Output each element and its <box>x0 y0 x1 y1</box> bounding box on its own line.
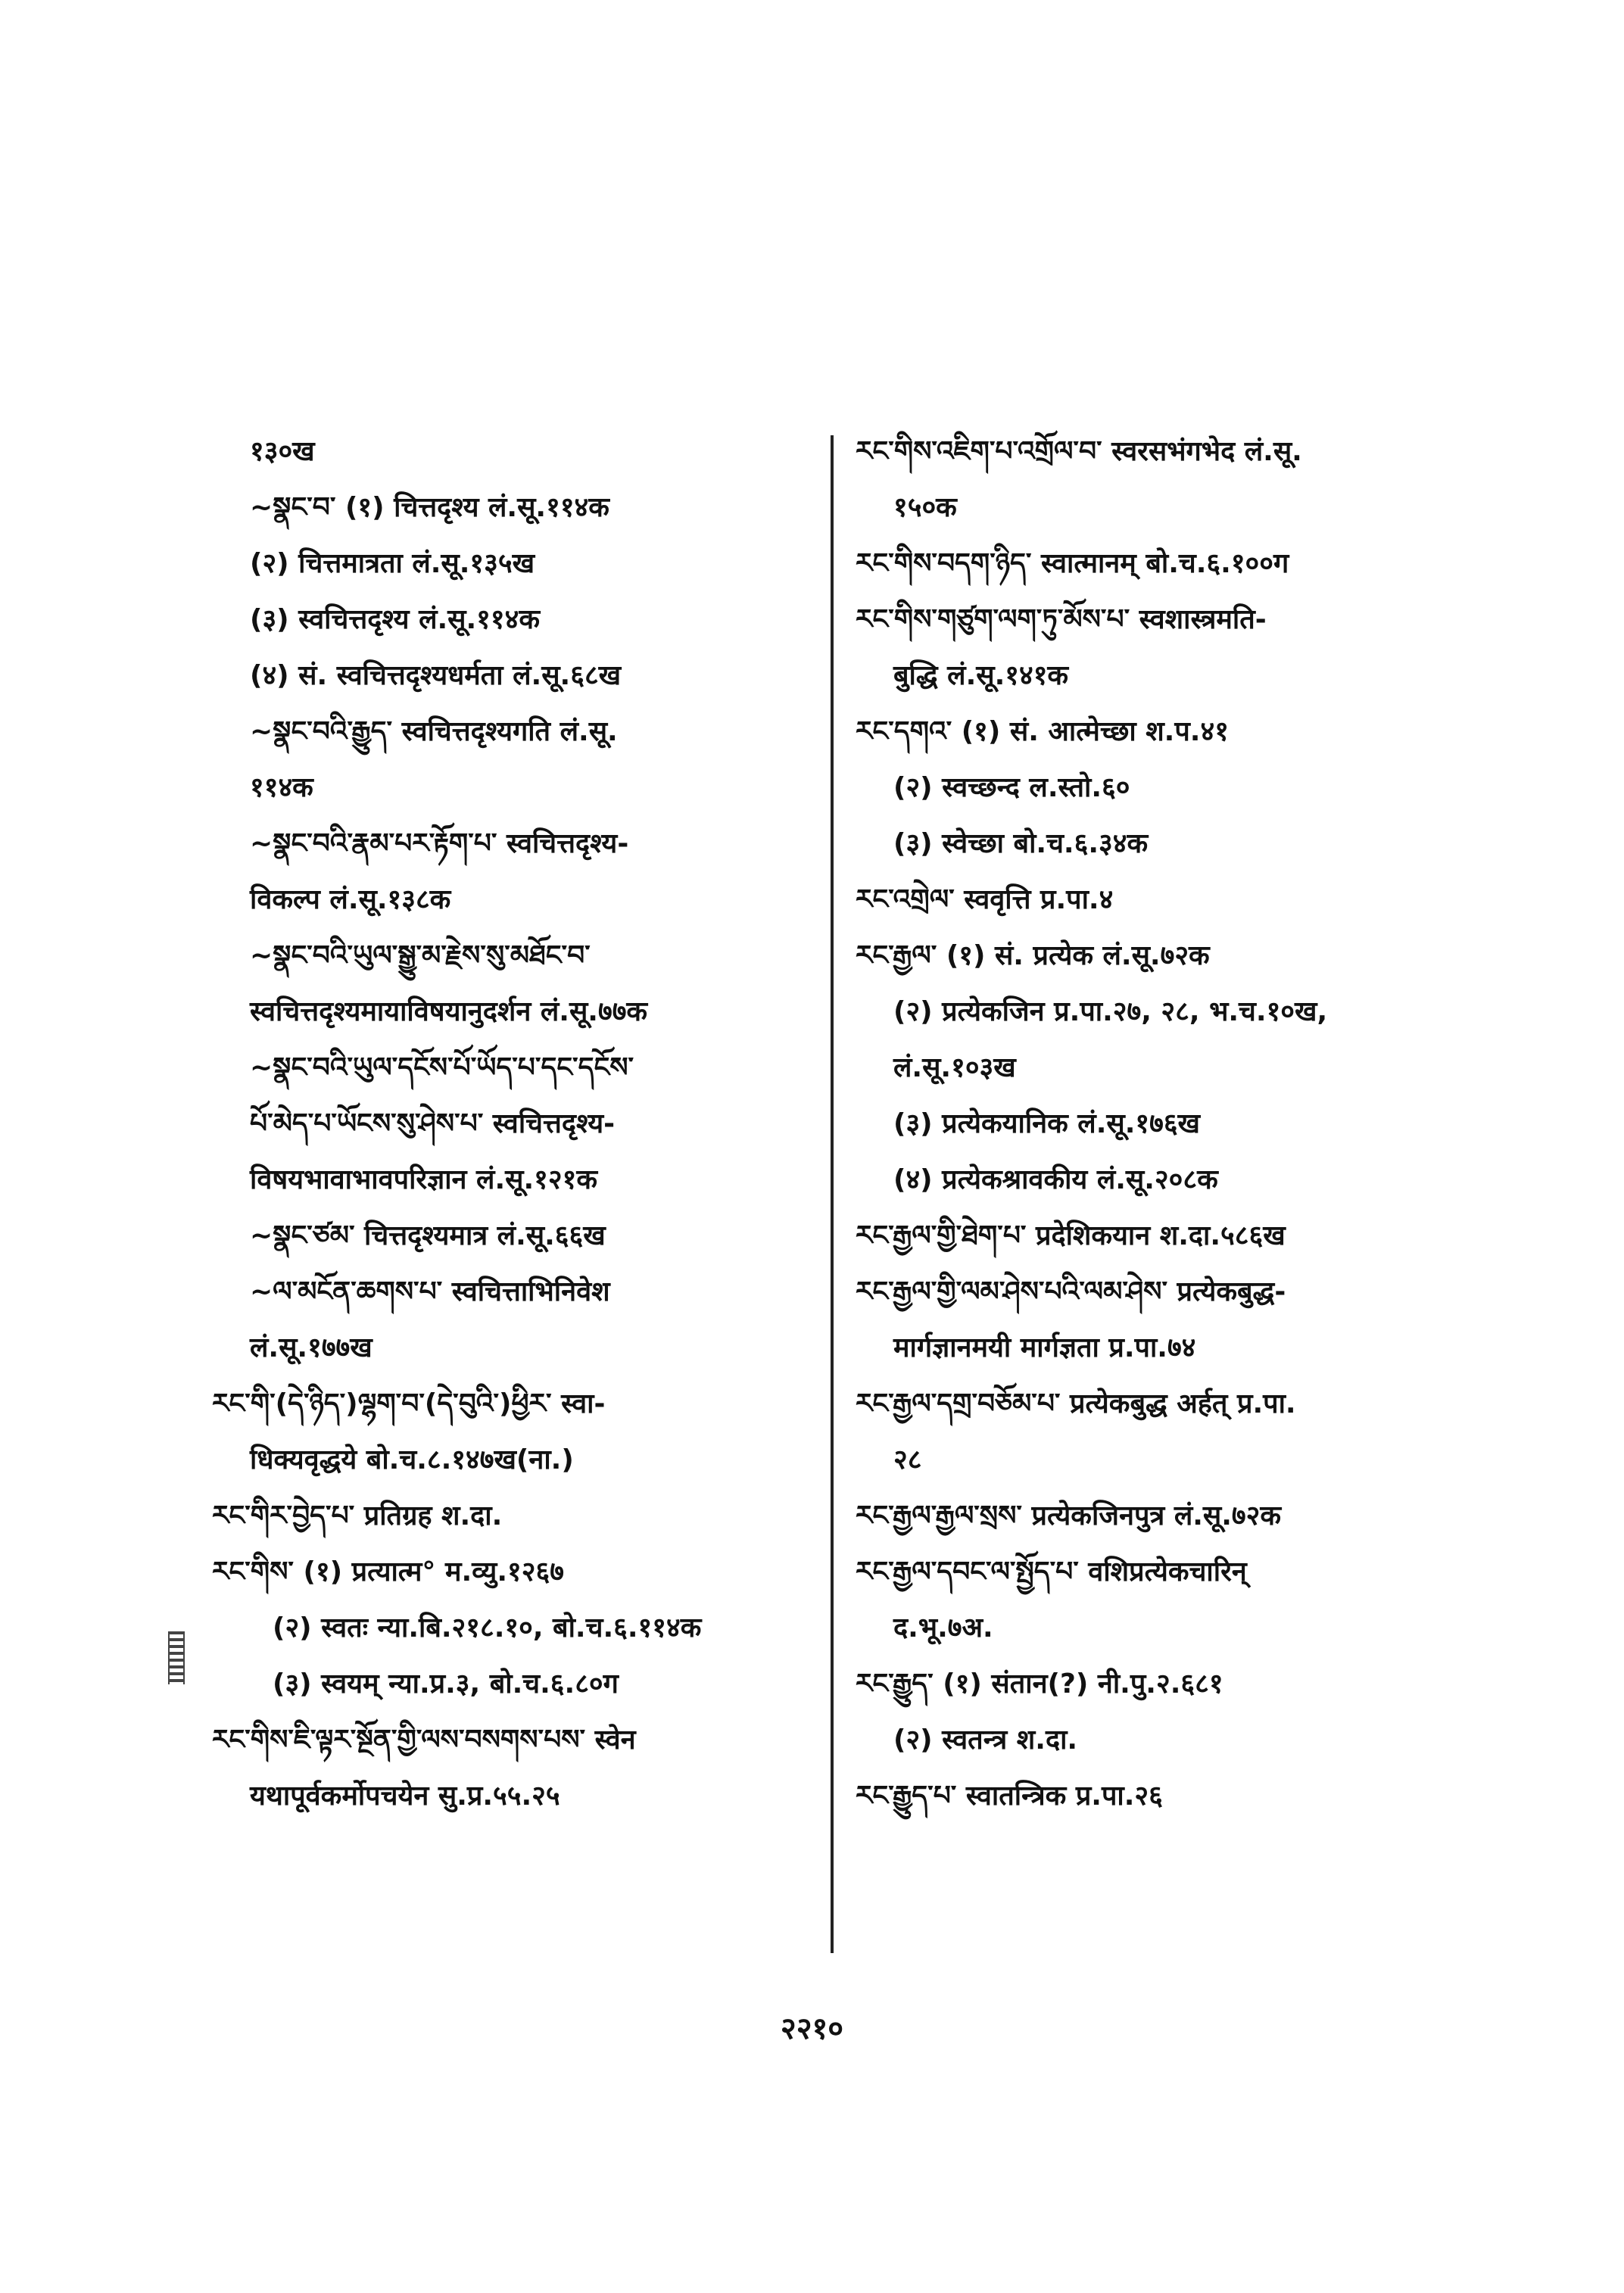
dictionary-line: རང་གིས་ཇི་ལྟར་སྔོན་གྱི་ལས་བསགས་པས་ स्वेन <box>212 1724 636 1756</box>
dictionary-line: རང་རྒྱལ་དབང་ལ་སྤྱོད་པ་ वशिप्रत्येकचारिन् <box>856 1556 1247 1587</box>
dictionary-line: རང་གིས་འཇིག་པ་འགྲོལ་བ་ स्वरसभंगभेद लं.सू. <box>856 436 1302 467</box>
dictionary-line: विकल्प लं.सू.१३८क <box>250 884 451 915</box>
dictionary-line: धिक्यवृद्धये बो.च.८.१४७ख(ना.) <box>250 1444 574 1475</box>
dictionary-line: (२) चित्तमात्रता लं.सू.१३५ख <box>250 548 535 579</box>
dictionary-line: པོ་མེད་པ་ཡོངས་སུ་ཤེས་པ་ स्वचित्तदृश्य- <box>250 1108 616 1139</box>
dictionary-line: ~སྣང་བའི་ཡུལ་དངོས་པོ་ཡོད་པ་དང་དངོས་ <box>250 1052 634 1083</box>
dictionary-line: (२) स्वच्छन्द ल.स्तो.६० <box>893 772 1130 803</box>
page-number: २२१० <box>780 2011 844 2046</box>
dictionary-line: (२) स्वतन्त्र श.दा. <box>893 1724 1078 1756</box>
dictionary-line: ~སྣང་བའི་རྒྱུད་ स्वचित्तदृश्यगति लं.सू. <box>250 716 618 747</box>
dictionary-line: विषयभावाभावपरिज्ञान लं.सू.१२१क <box>250 1164 597 1195</box>
dictionary-line: (३) स्वचित्तदृश्य लं.सू.११४क <box>250 604 540 635</box>
dictionary-line: द.भू.७अ. <box>893 1612 993 1643</box>
dictionary-line: རང་གིས་བདག་ཉིད་ स्वात्मानम् बो.च.६.१००ग <box>856 548 1289 579</box>
dictionary-line: ~སྣང་བ་ (१) चित्तदृश्य लं.सू.११४क <box>250 492 609 523</box>
dictionary-line: (३) प्रत्येकयानिक लं.सू.१७६ख <box>893 1108 1201 1139</box>
dictionary-line: (३) स्वयम् न्या.प्र.३, बो.च.६.८०ग <box>273 1668 619 1699</box>
margin-mark-icon <box>168 1631 185 1684</box>
dictionary-line: लं.सू.१७७ख <box>250 1332 372 1363</box>
dictionary-line: १३०ख <box>250 436 315 467</box>
dictionary-line: (४) सं. स्वचित्तदृश्यधर्मता लं.सू.६८ख <box>250 660 622 691</box>
dictionary-line: ~སྣང་བའི་རྣམ་པར་རྟོག་པ་ स्वचित्तदृश्य- <box>250 828 629 859</box>
dictionary-line: २८ <box>893 1444 922 1475</box>
dictionary-line: लं.सू.१०३ख <box>893 1052 1016 1083</box>
dictionary-line: རང་གིར་བྱེད་པ་ प्रतिग्रह श.दा. <box>212 1500 503 1531</box>
dictionary-line: རང་གིས་ (१) प्रत्यात्म° म.व्यु.१२६७ <box>212 1556 564 1587</box>
left-column <box>212 424 818 1824</box>
dictionary-line: मार्गज्ञानमयी मार्गज्ञता प्र.पा.७४ <box>893 1332 1196 1363</box>
dictionary-line: རང་རྒྱལ་ (१) सं. प्रत्येक लं.सू.७२क <box>856 940 1210 971</box>
dictionary-line: (२) प्रत्येकजिन प्र.पा.२७, २८, भ.च.१०ख, <box>893 996 1328 1027</box>
column-divider <box>831 435 834 1953</box>
dictionary-line: १५०क <box>893 492 957 523</box>
dictionary-line: स्वचित्तदृश्यमायाविषयानुदर्शन लं.सू.७७क <box>250 996 648 1027</box>
dictionary-line: यथापूर्वकर्मोपचयेन सु.प्र.५५.२५ <box>250 1781 560 1812</box>
dictionary-line: རང་རྒྱུད་ (१) संतान(?) नी.पु.२.६८१ <box>856 1668 1223 1699</box>
dictionary-line: རང་དགའ་ (१) सं. आत्मेच्छा श.प.४१ <box>856 716 1229 747</box>
dictionary-line: རང་རྒྱལ་གྱི་ལམ་ཤེས་པའི་ལམ་ཤེས་ प्रत्येकबुद्ध- <box>856 1276 1286 1307</box>
dictionary-line: ~སྣང་བའི་ཡུལ་སྒྱུ་མ་རྗེས་སུ་མཐོང་བ་ <box>250 940 591 971</box>
dictionary-line: (३) स्वेच्छा बो.च.६.३४क <box>893 828 1149 859</box>
dictionary-line: རང་འགྲེལ་ स्ववृत्ति प्र.पा.४ <box>856 884 1114 915</box>
dictionary-line: (२) स्वतः न्या.बि.२१८.१०, बो.च.६.११४क <box>273 1612 702 1643</box>
dictionary-line: རང་རྒྱལ་དགྲ་བཅོམ་པ་ प्रत्येकबुद्ध अर्हत् प्र.पा. <box>856 1388 1296 1419</box>
dictionary-line: ~ལ་མངོན་ཆགས་པ་ स्वचित्ताभिनिवेश <box>250 1276 610 1307</box>
dictionary-line: ~སྣང་ཙམ་ चित्तदृश्यमात्र लं.सू.६६ख <box>250 1220 606 1251</box>
dictionary-line: རང་གིས་གཙུག་ལག་ཏུ་མོས་པ་ स्वशास्त्रमति- <box>856 604 1267 635</box>
dictionary-line: बुद्धि लं.सू.१४१क <box>893 660 1069 691</box>
right-column <box>856 424 1476 1824</box>
dictionary-line: རང་རྒྱུད་པ་ स्वातन्त्रिक प्र.पा.२६ <box>856 1781 1163 1812</box>
dictionary-line: ११४क <box>250 772 313 803</box>
dictionary-line: རང་རྒྱལ་རྒྱལ་སྲས་ प्रत्येकजिनपुत्र लं.सू.७२क <box>856 1500 1281 1531</box>
dictionary-line: (४) प्रत्येकश्रावकीय लं.सू.२०८क <box>893 1164 1218 1195</box>
dictionary-line: རང་རྒྱལ་གྱི་ཐེག་པ་ प्रदेशिकयान श.दा.५८६ख <box>856 1220 1286 1251</box>
dictionary-line: རང་གི་(དེ་ཉིད་)ལྷག་བ་(དེ་བུའི་)ཕྱིར་ स्वा- <box>212 1388 606 1419</box>
